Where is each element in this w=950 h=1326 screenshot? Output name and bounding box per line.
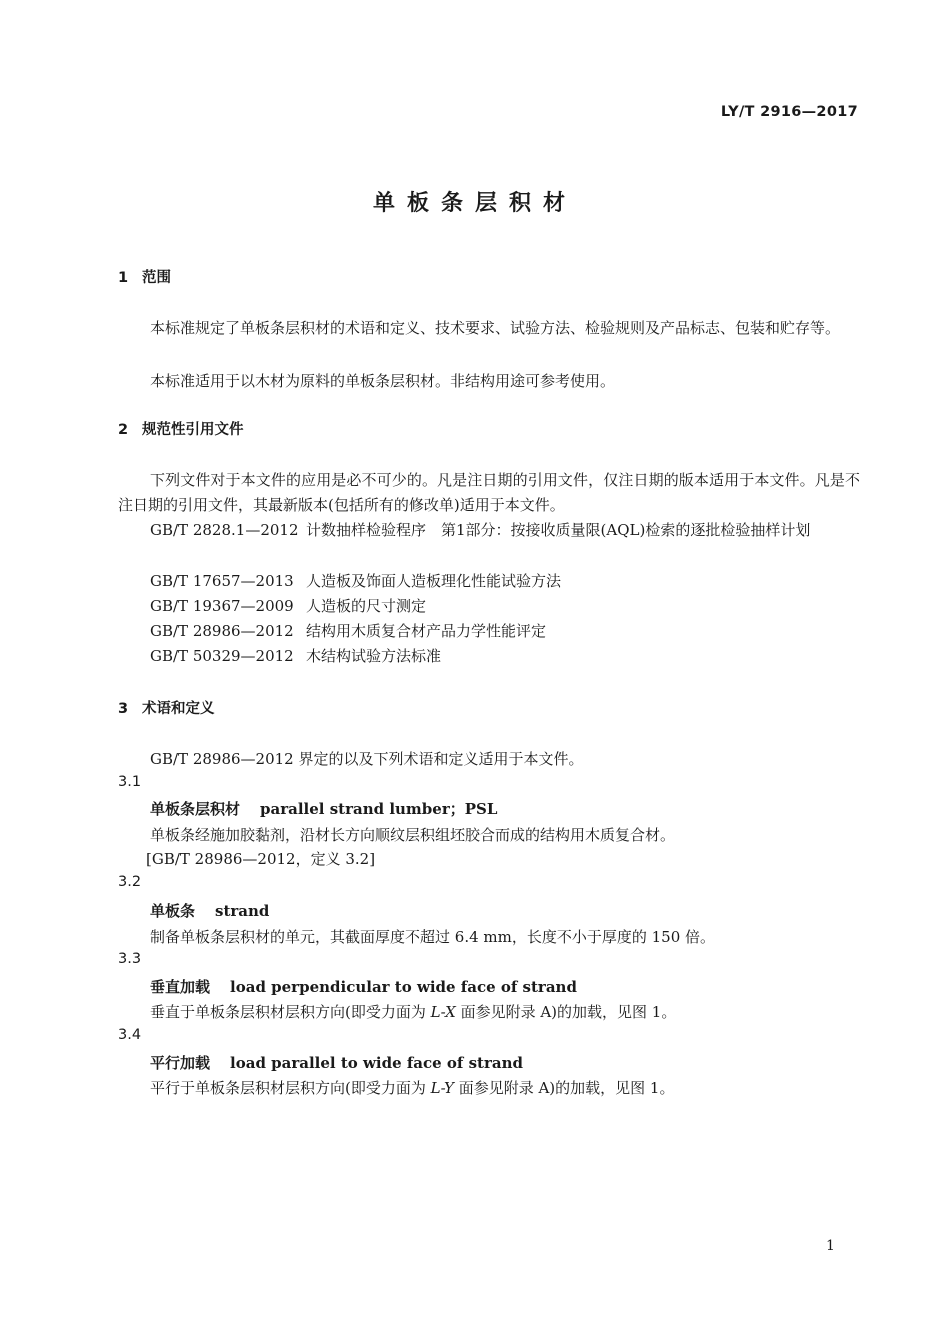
section-1-heading bbox=[118, 266, 171, 287]
term-definition: 制备单板条层积材的单元，其截面厚度不超过 6.4 mm，长度不小于厚度的 150 倍。 bbox=[150, 928, 716, 946]
term-title bbox=[150, 976, 577, 997]
term-number: 3.4 bbox=[118, 1027, 142, 1043]
page-number: 1 bbox=[826, 1238, 835, 1254]
term-zh: 单板条层积材 bbox=[150, 800, 241, 818]
term-number: 3.2 bbox=[118, 874, 142, 890]
section-1-paragraph-2: 本标准适用于以木材为原料的单板条层积材。非结构用途可参考使用。 bbox=[150, 372, 616, 390]
term-source: [GB/T 28986—2012，定义 3.2] bbox=[146, 850, 376, 868]
term-definition bbox=[150, 1001, 676, 1022]
reference-title: 计数抽样检验程序 第1部分：按接收质量限(AQL)检索的逐批检验抽样计划 bbox=[306, 521, 811, 539]
definition-text: 面参见附录 A)的加载，见图 1。 bbox=[455, 1003, 677, 1021]
term-number: 3.3 bbox=[118, 951, 142, 967]
reference-title: 人造板及饰面人造板理化性能试验方法 bbox=[306, 572, 562, 590]
reference-item bbox=[150, 620, 546, 641]
term-title bbox=[150, 798, 497, 819]
document-title: 单板条层积材 bbox=[372, 191, 577, 216]
term-en: load parallel to wide face of strand bbox=[230, 1054, 523, 1072]
term-en: strand bbox=[215, 902, 270, 920]
term-title bbox=[150, 1052, 523, 1073]
definition-text: 平行于单板条层积材层积方向(即受力面为 bbox=[150, 1079, 431, 1097]
definition-variable: L-Y bbox=[430, 1079, 454, 1097]
term-en: parallel strand lumber；PSL bbox=[260, 800, 498, 818]
reference-title: 人造板的尺寸测定 bbox=[306, 597, 427, 615]
definition-text: 垂直于单板条层积材层积方向(即受力面为 bbox=[150, 1003, 431, 1021]
section-title: 规范性引用文件 bbox=[142, 422, 244, 438]
term-definition: 单板条经施加胶黏剂，沿材长方向顺纹层积组坯胶合而成的结构用木质复合材。 bbox=[150, 826, 676, 844]
section-1-paragraph-1: 本标准规定了单板条层积材的术语和定义、技术要求、试验方法、检验规则及产品标志、包装和贮存等。 bbox=[150, 319, 841, 337]
section-title: 术语和定义 bbox=[142, 701, 215, 717]
section-3-intro: GB/T 28986—2012 界定的以及下列术语和定义适用于本文件。 bbox=[150, 750, 584, 768]
term-zh: 平行加载 bbox=[150, 1054, 211, 1072]
section-number: 1 bbox=[118, 270, 129, 286]
term-definition bbox=[150, 1077, 674, 1098]
standard-code: LY/T 2916—2017 bbox=[720, 104, 858, 120]
reference-code: GB/T 50329—2012 bbox=[150, 647, 294, 665]
reference-code: GB/T 17657—2013 bbox=[150, 572, 294, 590]
term-title bbox=[150, 900, 269, 921]
section-title: 范围 bbox=[142, 270, 171, 286]
term-number: 3.1 bbox=[118, 774, 142, 790]
reference-item bbox=[150, 645, 441, 666]
section-number: 2 bbox=[118, 422, 129, 438]
term-en: load perpendicular to wide face of strand bbox=[230, 978, 577, 996]
section-2-intro: 下列文件对于本文件的应用是必不可少的。凡是注日期的引用文件，仅注日期的版本适用于本文件。凡是不注日期的引用文件，其最新版本(包括所有的修改单)适用于本文件。 bbox=[118, 471, 860, 514]
section-2-heading bbox=[118, 418, 244, 439]
reference-title: 结构用木质复合材产品力学性能评定 bbox=[306, 622, 547, 640]
definition-variable: L-X bbox=[430, 1003, 456, 1021]
reference-title: 木结构试验方法标准 bbox=[306, 647, 442, 665]
reference-item bbox=[150, 595, 426, 616]
section-number: 3 bbox=[118, 701, 129, 717]
reference-code: GB/T 28986—2012 bbox=[150, 622, 294, 640]
reference-code: GB/T 19367—2009 bbox=[150, 597, 294, 615]
reference-item bbox=[118, 518, 860, 543]
reference-item bbox=[150, 570, 561, 591]
reference-code: GB/T 2828.1—2012 bbox=[150, 521, 299, 539]
term-zh: 垂直加载 bbox=[150, 978, 211, 996]
section-3-heading bbox=[118, 697, 215, 718]
definition-text: 面参见附录 A)的加载，见图 1。 bbox=[453, 1079, 675, 1097]
term-zh: 单板条 bbox=[150, 902, 196, 920]
